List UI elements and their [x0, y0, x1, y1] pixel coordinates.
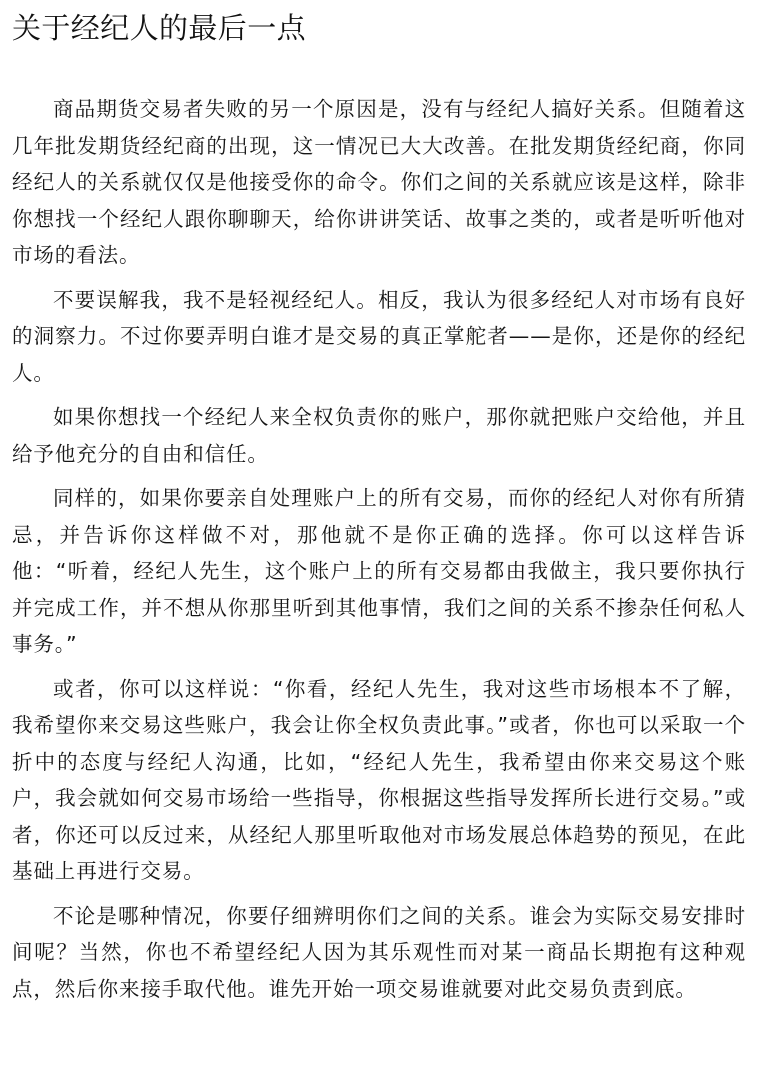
article-body: [12, 91, 746, 1007]
paragraph-6: 不论是哪种情况，你要仔细辨明你们之间的关系。谁会为实际交易安排时间呢？当然，你也不希望经纪人因为其乐观性而对某一商品长期抱有这种观点，然后你来接手取代他。谁先开始一项交易谁就要对此交易负责到底。: [12, 903, 746, 1001]
paragraph-1: 商品期货交易者失败的另一个原因是，没有与经纪人搞好关系。但随着这几年批发期货经纪商的出现，这一情况已大大改善。在批发期货经纪商，你同经纪人的关系就仅仅是他接受你的命令。你们之间的关系就应该是这样，除非你想找一个经纪人跟你聊聊天，给你讲讲笑话、故事之类的，或者是听听他对市场的看法。: [12, 97, 746, 267]
paragraph-2: 不要误解我，我不是轻视经纪人。相反，我认为很多经纪人对市场有良好的洞察力。不过你要弄明白谁才是交易的真正掌舵者——是你，还是你的经纪人。: [12, 287, 746, 385]
page-title: 关于经纪人的最后一点: [12, 11, 307, 45]
paragraph-4: 同样的，如果你要亲自处理账户上的所有交易，而你的经纪人对你有所猜忌，并告诉你这样做不对，那他就不是你正确的选择。你可以这样告诉他：“听着，经纪人先生，这个账户上的所有交易都由我做主，我只要你执行并完成工作，并不想从你那里听到其他事情，我们之间的关系不掺杂任何私人事务。”: [12, 486, 746, 656]
paragraph-3: 如果你想找一个经纪人来全权负责你的账户，那你就把账户交给他，并且给予他充分的自由和信任。: [12, 405, 746, 466]
paragraph-5: 或者，你可以这样说：“你看，经纪人先生，我对这些市场根本不了解，我希望你来交易这些账户，我会让你全权负责此事。”或者，你也可以采取一个折中的态度与经纪人沟通，比如，“经纪人先生，我希望由你来交易这个账户，我会就如何交易市场给一些指导，你根据这些指导发挥所长进行交易。”或者，你还可以反过来，从经纪人那里听取他对市场发展总体趋势的预见，在此基础上再进行交易。: [12, 676, 746, 883]
